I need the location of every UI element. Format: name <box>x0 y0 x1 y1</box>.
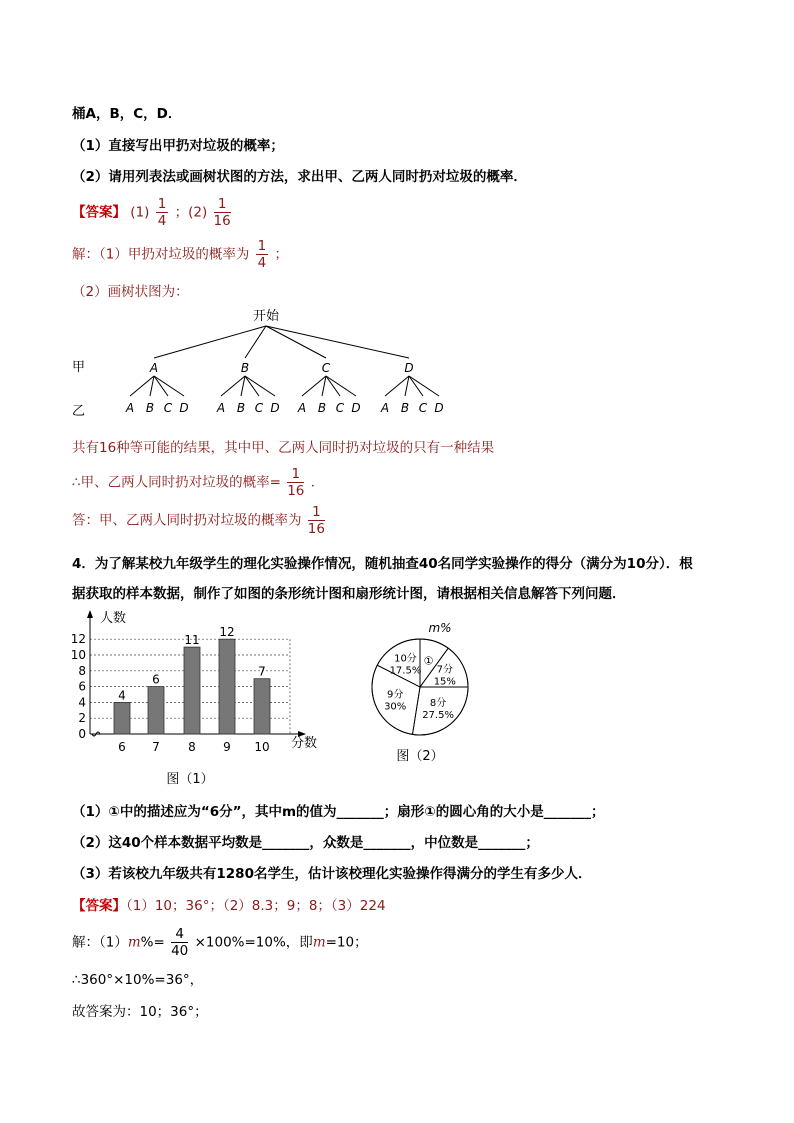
p3-question-1: （1）直接写出甲扔对垃圾的概率； <box>72 138 284 154</box>
tree-branch <box>154 376 168 396</box>
tree-branch <box>245 376 275 396</box>
chart-caption: 图（2） <box>396 749 444 764</box>
tree-branch <box>409 376 423 396</box>
tree-branch <box>245 376 259 396</box>
tree-branch <box>326 376 356 396</box>
answer-tag: 【答案】 <box>72 898 126 914</box>
bar-value-label: 12 <box>219 625 235 640</box>
fraction: $\frac{1}{16}$ <box>213 196 231 229</box>
x-tick-label: 6 <box>118 740 126 754</box>
pie-slice-percent: 30% <box>384 701 407 713</box>
bar-value-label: 6 <box>152 672 160 687</box>
tree-node-level2: C <box>335 401 345 415</box>
chart-caption: 图（1） <box>166 772 214 787</box>
tree-branch <box>326 376 340 396</box>
p3-therefore: ∴甲、乙两人同时扔对垃圾的概率= $\frac{1}{16}$ ． <box>72 466 325 499</box>
tree-node-level2: A <box>380 401 390 415</box>
bar <box>184 647 200 734</box>
y-tick-label: 12 <box>70 632 86 647</box>
tree-branch <box>409 376 439 396</box>
x-tick-label: 8 <box>188 740 196 754</box>
p4-degree-line: ∴360°×10%=36°， <box>72 972 204 988</box>
tree-node-level2: B <box>400 401 410 415</box>
pie-slice-label: ① <box>423 654 434 668</box>
answer-part2-label: ；(2) <box>174 204 208 221</box>
tree-node-level2: A <box>216 401 226 415</box>
tree-node-level1: A <box>149 361 159 375</box>
p3-solution-2: （2）画树状图为： <box>72 284 189 300</box>
pie-slice-percent: 27.5% <box>422 710 454 722</box>
pie-header: m% <box>428 621 452 635</box>
tree-branch <box>154 376 184 396</box>
p4-stem-line-2: 据获取的样本数据，制作了如图的条形统计图和扇形统计图，请根据相关信息解答下列问题． <box>72 586 626 602</box>
tree-node-level2: A <box>297 401 307 415</box>
tree-diagram <box>60 300 480 425</box>
y-tick-label: 4 <box>78 695 86 710</box>
x-tick-label: 10 <box>254 740 270 754</box>
pie-slice-label: 9分 <box>387 689 404 701</box>
p4-question-3: （3）若该校九年级共有1280名学生，估计该校理化实验操作得满分的学生有多少人． <box>72 866 592 882</box>
tree-node-level2: B <box>145 401 155 415</box>
y-axis-label: 人数 <box>100 611 127 626</box>
x-axis-label: 分数 <box>291 736 318 751</box>
pie-chart <box>365 615 505 765</box>
fraction: $\frac{1}{4}$ <box>257 238 267 271</box>
pie-slice-percent: 15% <box>433 676 456 688</box>
tree-branch <box>154 326 266 358</box>
p3-answer <box>72 196 233 229</box>
pie-slice-label: 10分 <box>394 653 417 665</box>
p4-question-2: （2）这40个样本数据平均数是_______，众数是_______，中位数是_______； <box>72 835 539 851</box>
p4-question-1: （1）①中的描述应为“6分”，其中m的值为_______；扇形①的圆心角的大小是_______； <box>72 804 605 820</box>
bar-value-label: 7 <box>258 664 266 679</box>
x-tick-label: 7 <box>152 740 160 754</box>
bar-value-label: 11 <box>184 633 200 648</box>
tree-node-level2: C <box>163 401 173 415</box>
tree-node-level1: C <box>321 361 331 375</box>
y-tick-label: 8 <box>78 663 86 678</box>
tree-node-level2: B <box>317 401 327 415</box>
fraction: $\frac{4}{40}$ <box>171 926 189 959</box>
answer-part1-label: (1) <box>130 204 150 221</box>
bar <box>254 679 270 734</box>
fraction: $\frac{1}{16}$ <box>307 504 325 537</box>
bar <box>148 687 164 734</box>
tree-node-level2: D <box>434 401 444 415</box>
tree-node-level2: A <box>125 401 135 415</box>
p4-solution-1: 解：（1）m%= $\frac{4}{40}$ ×100%=10%，即m=10； <box>72 926 368 959</box>
p3-solution-1: 解：（1）甲扔对垃圾的概率为 $\frac{1}{4}$ ； <box>72 238 289 271</box>
fraction: $\frac{1}{4}$ <box>157 196 167 229</box>
tree-node-level2: B <box>236 401 246 415</box>
y-axis-arrow <box>87 610 93 618</box>
tree-row-label-1: 甲 <box>72 360 86 375</box>
y-tick-label: 0 <box>78 727 86 741</box>
tree-node-level2: D <box>351 401 361 415</box>
pie-slice-label: 7分 <box>436 664 453 676</box>
answer-text: （1）10；36°；（2）8.3；9；8；（3）224 <box>126 898 386 914</box>
pie-slice-percent: 17.5% <box>389 665 422 677</box>
p4-final-answer: 故答案为：10；36°； <box>72 1004 208 1020</box>
y-tick-label: 6 <box>78 679 86 694</box>
tree-node-level1: D <box>404 361 414 375</box>
tree-branch <box>266 326 409 358</box>
y-tick-label: 2 <box>78 711 86 726</box>
bar <box>114 702 130 734</box>
p4-stem-line-1: 4．为了解某校九年级学生的理化实验操作情况，随机抽查40名同学实验操作的得分（满分为10分）．根 <box>72 556 693 572</box>
tree-node-level2: D <box>270 401 280 415</box>
p3-intro-tail: 桶A，B，C，D． <box>72 106 182 122</box>
bar-value-label: 4 <box>118 688 126 703</box>
tree-node-level2: C <box>418 401 428 415</box>
tree-node-level2: D <box>179 401 189 415</box>
bar <box>219 639 235 734</box>
fraction: $\frac{1}{16}$ <box>287 466 305 499</box>
p3-final-answer: 答：甲、乙两人同时扔对垃圾的概率为 $\frac{1}{16}$ <box>72 504 325 537</box>
pie-slice-label: 8分 <box>429 698 447 710</box>
p3-total-outcomes: 共有16种等可能的结果，其中甲、乙两人同时扔对垃圾的只有一种结果 <box>72 440 495 456</box>
bar-chart <box>60 600 340 795</box>
answer-tag: 【答案】 <box>72 204 126 221</box>
tree-row-label-2: 乙 <box>72 404 86 419</box>
tree-node-level2: C <box>254 401 264 415</box>
p3-question-2: （2）请用列表法或画树状图的方法，求出甲、乙两人同时扔对垃圾的概率． <box>72 169 527 185</box>
tree-node-level1: B <box>240 361 250 375</box>
tree-root: 开始 <box>252 309 280 324</box>
p4-answer <box>72 894 386 914</box>
x-tick-label: 9 <box>223 740 231 754</box>
y-tick-label: 10 <box>70 648 86 662</box>
tree-branch <box>266 326 326 358</box>
